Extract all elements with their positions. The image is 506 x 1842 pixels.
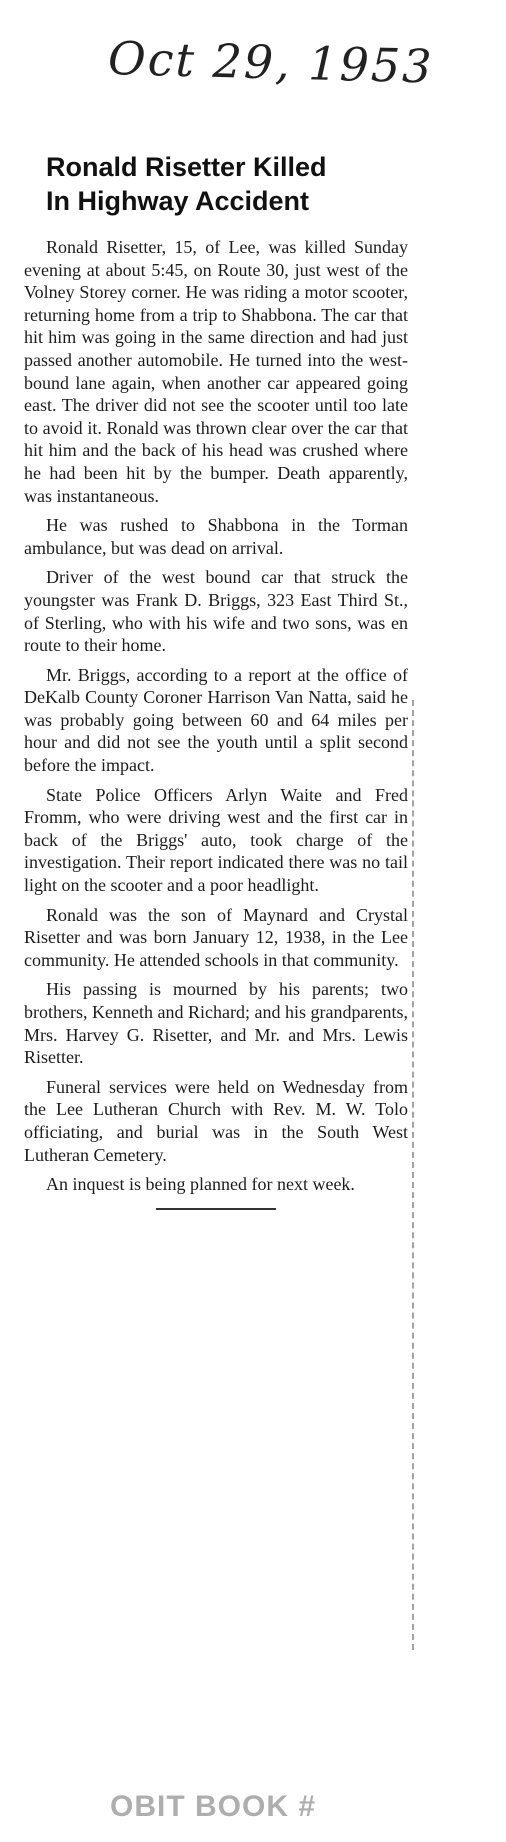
headline-line-2: In Highway Accident — [46, 186, 310, 216]
article-body — [24, 236, 408, 1196]
headline — [46, 150, 408, 218]
paragraph-survivors: His passing is mourned by his parents; two brothers, Kenneth and Richard; and his grandparents, Mrs. Harvey G. Risetter, and Mr. and Mrs. Lewis Risetter. — [24, 979, 408, 1068]
end-rule — [156, 1208, 276, 1210]
paragraph-funeral: Funeral services were held on Wednesday from the Lee Lutheran Church with Rev. M. W. Tolo officiating, and burial was in the South West Lutheran Cemetery. — [24, 1076, 408, 1165]
paragraph-ambulance: He was rushed to Shabbona in the Torman ambulance, but was dead on arrival. — [24, 515, 408, 558]
obit-book-stamp: OBIT BOOK # — [110, 1790, 317, 1823]
paragraph-police: State Police Officers Arlyn Waite and Fred Fromm, who were driving west and the first car in back of the Briggs' auto, took charge of the investigation. Their report indicated there was no tail light on the scooter and a poor headlight. — [24, 784, 408, 896]
newspaper-clipping — [24, 150, 408, 1210]
clipping-edge-mark — [412, 700, 416, 1650]
paragraph-inquest: An inquest is being planned for next week. — [46, 1174, 355, 1195]
paragraph-family: Ronald was the son of Maynard and Crystal Risetter and was born January 12, 1938, in the Lee community. He attended schools in that community. — [24, 904, 408, 970]
paragraph-coroner: Mr. Briggs, according to a report at the office of DeKalb County Coroner Harrison Van Natta, said he was probably going between 60 and 64 miles per hour and did not see the youth until a split second before the impact. — [24, 664, 408, 776]
handwritten-date: Oct 29, 1953 — [107, 31, 435, 94]
paragraph-driver: Driver of the west bound car that struck the youngster was Frank D. Briggs, 323 East Third St., of Sterling, who with his wife and two sons, was en route to their home. — [24, 567, 408, 656]
paragraph-accident: Ronald Risetter, 15, of Lee, was killed Sunday evening at about 5:45, on Route 30, just west of the Volney Storey corner. He was riding a motor scooter, returning home from a trip to Shabbona. The car that hit him was going in the same direction and had just passed another automobile. He turned into the west-bound lane again, when another car appeared going east. The driver did not see the scooter until too late to avoid it. Ronald was thrown clear over the car that hit him and the back of his head was crushed where he had been hit by the bumper. Death apparently, was instantaneous. — [24, 237, 408, 506]
headline-line-1: Ronald Risetter Killed — [46, 152, 327, 182]
